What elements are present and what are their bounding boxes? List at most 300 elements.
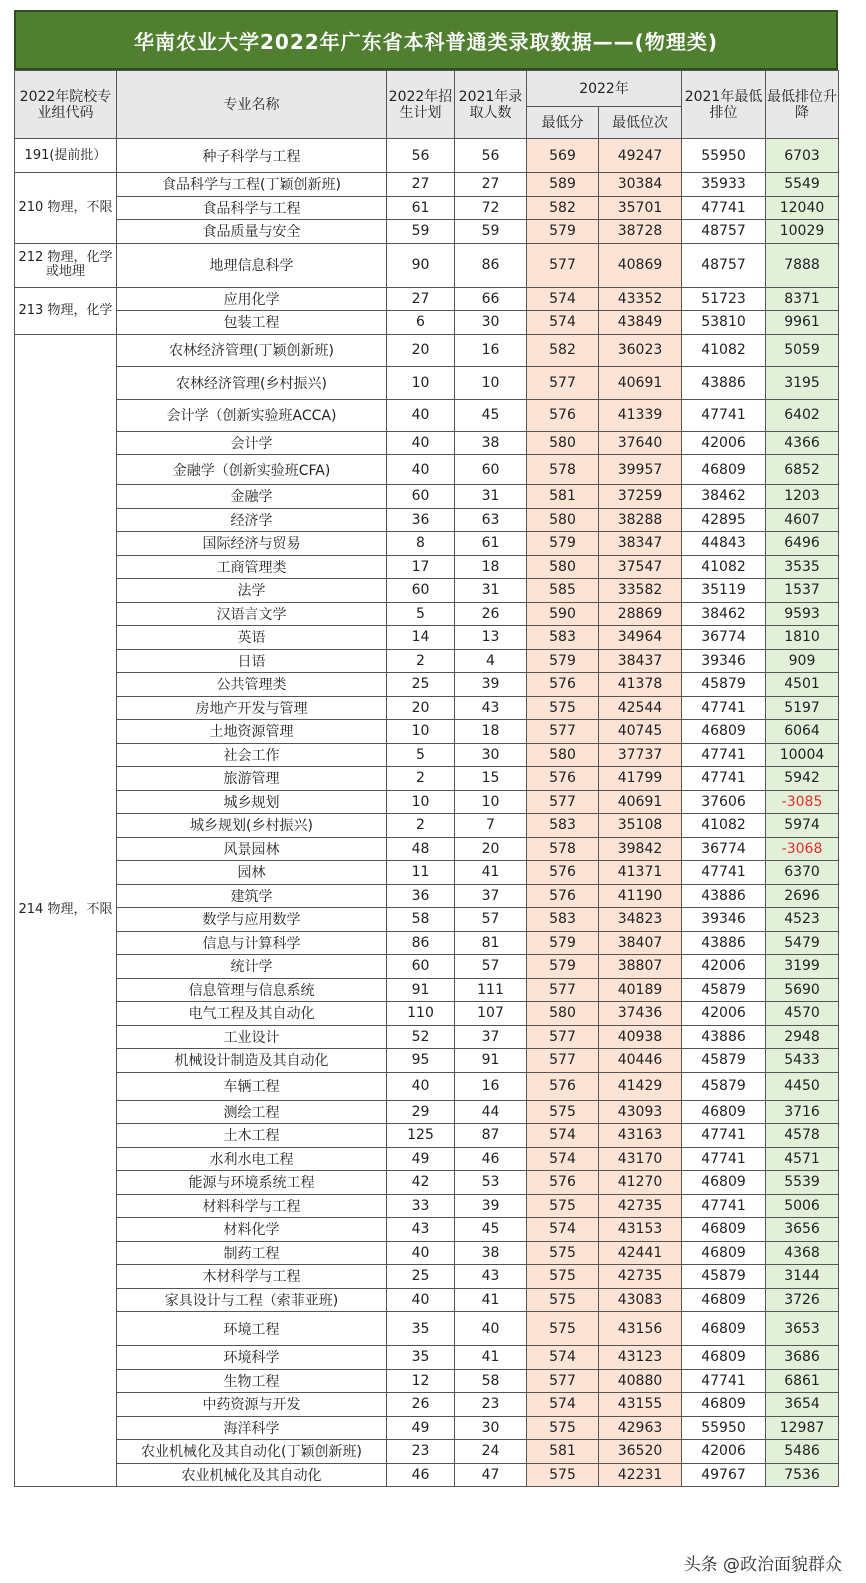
rank-2021-cell: 47741 bbox=[682, 399, 766, 431]
table-row bbox=[15, 139, 839, 173]
major-cell: 农林经济管理(丁颖创新班) bbox=[117, 334, 387, 366]
table-row bbox=[15, 579, 839, 603]
admitted-cell: 4 bbox=[455, 649, 527, 673]
admitted-cell: 26 bbox=[455, 602, 527, 626]
major-cell: 土木工程 bbox=[117, 1124, 387, 1148]
table-row bbox=[15, 1002, 839, 1026]
rank-change-cell: 4368 bbox=[766, 1241, 839, 1265]
table-row bbox=[15, 884, 839, 908]
rank-change-cell: 5690 bbox=[766, 978, 839, 1002]
major-cell: 环境工程 bbox=[117, 1312, 387, 1346]
major-cell: 木材科学与工程 bbox=[117, 1265, 387, 1289]
min-rank-cell: 34823 bbox=[599, 908, 682, 932]
min-score-cell: 576 bbox=[527, 1171, 599, 1195]
rank-change-cell: 4523 bbox=[766, 908, 839, 932]
rank-change-cell: 7888 bbox=[766, 243, 839, 287]
table-row bbox=[15, 814, 839, 838]
major-cell: 信息管理与信息系统 bbox=[117, 978, 387, 1002]
min-score-cell: 582 bbox=[527, 334, 599, 366]
table-row bbox=[15, 1194, 839, 1218]
rank-2021-cell: 51723 bbox=[682, 287, 766, 311]
rank-2021-cell: 42895 bbox=[682, 508, 766, 532]
rank-2021-cell: 35933 bbox=[682, 173, 766, 197]
rank-change-cell: 4450 bbox=[766, 1072, 839, 1100]
admitted-cell: 41 bbox=[455, 861, 527, 885]
min-score-cell: 580 bbox=[527, 555, 599, 579]
plan-cell: 25 bbox=[387, 1265, 455, 1289]
admitted-cell: 30 bbox=[455, 1416, 527, 1440]
min-score-cell: 569 bbox=[527, 139, 599, 173]
header-min-score: 最低分 bbox=[527, 107, 599, 139]
rank-2021-cell: 53810 bbox=[682, 311, 766, 335]
watermark: 头条 @政治面貌群众 bbox=[683, 1555, 842, 1575]
table-row bbox=[15, 837, 839, 861]
rank-2021-cell: 39346 bbox=[682, 649, 766, 673]
min-rank-cell: 43156 bbox=[599, 1312, 682, 1346]
min-score-cell: 577 bbox=[527, 366, 599, 399]
min-rank-cell: 40745 bbox=[599, 720, 682, 744]
plan-cell: 86 bbox=[387, 931, 455, 955]
rank-2021-cell: 46809 bbox=[682, 1218, 766, 1242]
table-row bbox=[15, 1171, 839, 1195]
header-rank-change: 最低排位升降 bbox=[766, 71, 839, 139]
major-cell: 统计学 bbox=[117, 955, 387, 979]
admitted-cell: 30 bbox=[455, 311, 527, 335]
plan-cell: 27 bbox=[387, 287, 455, 311]
min-score-cell: 579 bbox=[527, 532, 599, 556]
group-code-cell: 191(提前批） bbox=[15, 139, 117, 173]
min-rank-cell: 42735 bbox=[599, 1194, 682, 1218]
rank-change-cell: 3535 bbox=[766, 555, 839, 579]
rank-change-cell: -3085 bbox=[766, 790, 839, 814]
rank-change-cell: 3686 bbox=[766, 1346, 839, 1370]
table-row bbox=[15, 431, 839, 455]
major-cell: 制药工程 bbox=[117, 1241, 387, 1265]
rank-change-cell: 4501 bbox=[766, 673, 839, 697]
min-score-cell: 577 bbox=[527, 1049, 599, 1073]
rank-change-cell: 6402 bbox=[766, 399, 839, 431]
min-score-cell: 577 bbox=[527, 1369, 599, 1393]
admitted-cell: 72 bbox=[455, 196, 527, 220]
rank-2021-cell: 36774 bbox=[682, 837, 766, 861]
table-row bbox=[15, 602, 839, 626]
admitted-cell: 10 bbox=[455, 366, 527, 399]
table-row bbox=[15, 1346, 839, 1370]
min-rank-cell: 40189 bbox=[599, 978, 682, 1002]
major-cell: 中药资源与开发 bbox=[117, 1393, 387, 1417]
min-rank-cell: 38807 bbox=[599, 955, 682, 979]
admitted-cell: 57 bbox=[455, 908, 527, 932]
min-score-cell: 580 bbox=[527, 508, 599, 532]
rank-2021-cell: 46809 bbox=[682, 1288, 766, 1312]
min-rank-cell: 41339 bbox=[599, 399, 682, 431]
min-rank-cell: 40880 bbox=[599, 1369, 682, 1393]
rank-change-cell: 7536 bbox=[766, 1463, 839, 1487]
min-score-cell: 577 bbox=[527, 243, 599, 287]
plan-cell: 35 bbox=[387, 1346, 455, 1370]
min-rank-cell: 43153 bbox=[599, 1218, 682, 1242]
min-score-cell: 575 bbox=[527, 1416, 599, 1440]
rank-2021-cell: 47741 bbox=[682, 861, 766, 885]
plan-cell: 20 bbox=[387, 696, 455, 720]
rank-2021-cell: 46809 bbox=[682, 455, 766, 485]
admitted-cell: 46 bbox=[455, 1147, 527, 1171]
plan-cell: 2 bbox=[387, 767, 455, 791]
admitted-cell: 31 bbox=[455, 485, 527, 509]
admitted-cell: 18 bbox=[455, 555, 527, 579]
table-row bbox=[15, 196, 839, 220]
rank-change-cell: 9961 bbox=[766, 311, 839, 335]
rank-change-cell: 5433 bbox=[766, 1049, 839, 1073]
admitted-cell: 38 bbox=[455, 1241, 527, 1265]
min-score-cell: 575 bbox=[527, 696, 599, 720]
major-cell: 城乡规划 bbox=[117, 790, 387, 814]
min-rank-cell: 41799 bbox=[599, 767, 682, 791]
rank-change-cell: 5486 bbox=[766, 1440, 839, 1464]
major-cell: 地理信息科学 bbox=[117, 243, 387, 287]
rank-2021-cell: 45879 bbox=[682, 1265, 766, 1289]
table-row bbox=[15, 1072, 839, 1100]
min-rank-cell: 37259 bbox=[599, 485, 682, 509]
min-score-cell: 579 bbox=[527, 955, 599, 979]
min-score-cell: 575 bbox=[527, 1265, 599, 1289]
plan-cell: 90 bbox=[387, 243, 455, 287]
admitted-cell: 41 bbox=[455, 1346, 527, 1370]
plan-cell: 12 bbox=[387, 1369, 455, 1393]
table-row bbox=[15, 1312, 839, 1346]
rank-change-cell: 4578 bbox=[766, 1124, 839, 1148]
plan-cell: 6 bbox=[387, 311, 455, 335]
plan-cell: 40 bbox=[387, 455, 455, 485]
plan-cell: 60 bbox=[387, 579, 455, 603]
table-row bbox=[15, 673, 839, 697]
rank-change-cell: 4366 bbox=[766, 431, 839, 455]
plan-cell: 125 bbox=[387, 1124, 455, 1148]
rank-change-cell: 5942 bbox=[766, 767, 839, 791]
major-cell: 金融学（创新实验班CFA) bbox=[117, 455, 387, 485]
rank-2021-cell: 46809 bbox=[682, 1346, 766, 1370]
rank-2021-cell: 46809 bbox=[682, 1100, 766, 1124]
rank-change-cell: 5197 bbox=[766, 696, 839, 720]
rank-2021-cell: 55950 bbox=[682, 139, 766, 173]
rank-change-cell: 4571 bbox=[766, 1147, 839, 1171]
table-row bbox=[15, 1049, 839, 1073]
min-rank-cell: 43155 bbox=[599, 1393, 682, 1417]
rank-change-cell: 12040 bbox=[766, 196, 839, 220]
admitted-cell: 111 bbox=[455, 978, 527, 1002]
admitted-cell: 44 bbox=[455, 1100, 527, 1124]
rank-change-cell: 5549 bbox=[766, 173, 839, 197]
admitted-cell: 63 bbox=[455, 508, 527, 532]
header-admitted-2021: 2021年录取人数 bbox=[455, 71, 527, 139]
major-cell: 日语 bbox=[117, 649, 387, 673]
min-rank-cell: 37640 bbox=[599, 431, 682, 455]
min-score-cell: 574 bbox=[527, 1393, 599, 1417]
rank-2021-cell: 47741 bbox=[682, 743, 766, 767]
min-rank-cell: 43123 bbox=[599, 1346, 682, 1370]
admitted-cell: 58 bbox=[455, 1369, 527, 1393]
rank-2021-cell: 45879 bbox=[682, 673, 766, 697]
table-row bbox=[15, 508, 839, 532]
plan-cell: 52 bbox=[387, 1025, 455, 1049]
major-cell: 公共管理类 bbox=[117, 673, 387, 697]
min-rank-cell: 41371 bbox=[599, 861, 682, 885]
major-cell: 材料化学 bbox=[117, 1218, 387, 1242]
min-rank-cell: 35108 bbox=[599, 814, 682, 838]
min-score-cell: 576 bbox=[527, 884, 599, 908]
plan-cell: 36 bbox=[387, 508, 455, 532]
rank-2021-cell: 45879 bbox=[682, 1072, 766, 1100]
min-rank-cell: 38347 bbox=[599, 532, 682, 556]
admitted-cell: 7 bbox=[455, 814, 527, 838]
min-score-cell: 589 bbox=[527, 173, 599, 197]
min-rank-cell: 28869 bbox=[599, 602, 682, 626]
min-rank-cell: 42735 bbox=[599, 1265, 682, 1289]
table-row bbox=[15, 455, 839, 485]
plan-cell: 33 bbox=[387, 1194, 455, 1218]
min-rank-cell: 39842 bbox=[599, 837, 682, 861]
major-cell: 土地资源管理 bbox=[117, 720, 387, 744]
table-row bbox=[15, 555, 839, 579]
plan-cell: 60 bbox=[387, 485, 455, 509]
plan-cell: 40 bbox=[387, 1288, 455, 1312]
min-score-cell: 590 bbox=[527, 602, 599, 626]
min-rank-cell: 36023 bbox=[599, 334, 682, 366]
group-code-cell: 214 物理，不限 bbox=[15, 334, 117, 1487]
plan-cell: 48 bbox=[387, 837, 455, 861]
rank-change-cell: 6496 bbox=[766, 532, 839, 556]
admitted-cell: 39 bbox=[455, 673, 527, 697]
rank-2021-cell: 43886 bbox=[682, 884, 766, 908]
rank-2021-cell: 45879 bbox=[682, 978, 766, 1002]
plan-cell: 35 bbox=[387, 1312, 455, 1346]
rank-change-cell: 5059 bbox=[766, 334, 839, 366]
major-cell: 电气工程及其自动化 bbox=[117, 1002, 387, 1026]
plan-cell: 26 bbox=[387, 1393, 455, 1417]
rank-2021-cell: 48757 bbox=[682, 220, 766, 244]
min-score-cell: 579 bbox=[527, 220, 599, 244]
plan-cell: 10 bbox=[387, 366, 455, 399]
rank-change-cell: 6064 bbox=[766, 720, 839, 744]
table-row bbox=[15, 1124, 839, 1148]
plan-cell: 58 bbox=[387, 908, 455, 932]
min-score-cell: 582 bbox=[527, 196, 599, 220]
min-score-cell: 583 bbox=[527, 908, 599, 932]
major-cell: 数学与应用数学 bbox=[117, 908, 387, 932]
plan-cell: 49 bbox=[387, 1147, 455, 1171]
rank-change-cell: 3716 bbox=[766, 1100, 839, 1124]
min-rank-cell: 38728 bbox=[599, 220, 682, 244]
major-cell: 测绘工程 bbox=[117, 1100, 387, 1124]
rank-2021-cell: 42006 bbox=[682, 1002, 766, 1026]
rank-2021-cell: 38462 bbox=[682, 602, 766, 626]
table-row bbox=[15, 1288, 839, 1312]
rank-2021-cell: 47741 bbox=[682, 1124, 766, 1148]
min-rank-cell: 41378 bbox=[599, 673, 682, 697]
min-score-cell: 583 bbox=[527, 814, 599, 838]
plan-cell: 49 bbox=[387, 1416, 455, 1440]
admitted-cell: 57 bbox=[455, 955, 527, 979]
major-cell: 汉语言文学 bbox=[117, 602, 387, 626]
admitted-cell: 41 bbox=[455, 1288, 527, 1312]
table-row bbox=[15, 485, 839, 509]
rank-change-cell: 5539 bbox=[766, 1171, 839, 1195]
min-rank-cell: 41190 bbox=[599, 884, 682, 908]
min-rank-cell: 30384 bbox=[599, 173, 682, 197]
table-row bbox=[15, 366, 839, 399]
major-cell: 材料科学与工程 bbox=[117, 1194, 387, 1218]
plan-cell: 5 bbox=[387, 602, 455, 626]
table-row bbox=[15, 743, 839, 767]
min-score-cell: 574 bbox=[527, 287, 599, 311]
min-rank-cell: 43163 bbox=[599, 1124, 682, 1148]
header-major: 专业名称 bbox=[117, 71, 387, 139]
rank-change-cell: 909 bbox=[766, 649, 839, 673]
min-score-cell: 574 bbox=[527, 1346, 599, 1370]
major-cell: 水利水电工程 bbox=[117, 1147, 387, 1171]
admitted-cell: 40 bbox=[455, 1312, 527, 1346]
min-score-cell: 576 bbox=[527, 399, 599, 431]
table-row bbox=[15, 908, 839, 932]
table-row bbox=[15, 1147, 839, 1171]
min-score-cell: 575 bbox=[527, 1100, 599, 1124]
admitted-cell: 27 bbox=[455, 173, 527, 197]
admitted-cell: 86 bbox=[455, 243, 527, 287]
rank-2021-cell: 45879 bbox=[682, 1049, 766, 1073]
rank-2021-cell: 49767 bbox=[682, 1463, 766, 1487]
rank-2021-cell: 42006 bbox=[682, 1440, 766, 1464]
table-row bbox=[15, 1241, 839, 1265]
min-rank-cell: 37547 bbox=[599, 555, 682, 579]
admitted-cell: 18 bbox=[455, 720, 527, 744]
major-cell: 旅游管理 bbox=[117, 767, 387, 791]
rank-change-cell: 4570 bbox=[766, 1002, 839, 1026]
major-cell: 生物工程 bbox=[117, 1369, 387, 1393]
plan-cell: 91 bbox=[387, 978, 455, 1002]
major-cell: 法学 bbox=[117, 579, 387, 603]
admitted-cell: 53 bbox=[455, 1171, 527, 1195]
table-row bbox=[15, 767, 839, 791]
rank-2021-cell: 39346 bbox=[682, 908, 766, 932]
rank-2021-cell: 55950 bbox=[682, 1416, 766, 1440]
min-score-cell: 581 bbox=[527, 1440, 599, 1464]
plan-cell: 40 bbox=[387, 431, 455, 455]
rank-change-cell: 12987 bbox=[766, 1416, 839, 1440]
plan-cell: 2 bbox=[387, 814, 455, 838]
min-score-cell: 574 bbox=[527, 1218, 599, 1242]
rank-2021-cell: 44843 bbox=[682, 532, 766, 556]
plan-cell: 42 bbox=[387, 1171, 455, 1195]
table-row bbox=[15, 696, 839, 720]
rank-2021-cell: 43886 bbox=[682, 366, 766, 399]
table-row bbox=[15, 955, 839, 979]
plan-cell: 10 bbox=[387, 720, 455, 744]
admitted-cell: 66 bbox=[455, 287, 527, 311]
rank-2021-cell: 46809 bbox=[682, 1241, 766, 1265]
major-cell: 工业设计 bbox=[117, 1025, 387, 1049]
plan-cell: 40 bbox=[387, 1241, 455, 1265]
major-cell: 经济学 bbox=[117, 508, 387, 532]
rank-2021-cell: 42006 bbox=[682, 431, 766, 455]
admitted-cell: 37 bbox=[455, 884, 527, 908]
admitted-cell: 16 bbox=[455, 1072, 527, 1100]
major-cell: 信息与计算科学 bbox=[117, 931, 387, 955]
admitted-cell: 61 bbox=[455, 532, 527, 556]
admission-table bbox=[14, 70, 839, 1487]
rank-2021-cell: 43886 bbox=[682, 931, 766, 955]
min-rank-cell: 43083 bbox=[599, 1288, 682, 1312]
plan-cell: 11 bbox=[387, 861, 455, 885]
rank-2021-cell: 47741 bbox=[682, 196, 766, 220]
min-rank-cell: 41270 bbox=[599, 1171, 682, 1195]
rank-2021-cell: 46809 bbox=[682, 1393, 766, 1417]
plan-cell: 29 bbox=[387, 1100, 455, 1124]
header-group-code: 2022年院校专业组代码 bbox=[15, 71, 117, 139]
major-cell: 能源与环境系统工程 bbox=[117, 1171, 387, 1195]
min-rank-cell: 40446 bbox=[599, 1049, 682, 1073]
plan-cell: 46 bbox=[387, 1463, 455, 1487]
table-row bbox=[15, 649, 839, 673]
rank-change-cell: 2948 bbox=[766, 1025, 839, 1049]
min-score-cell: 576 bbox=[527, 673, 599, 697]
table-row bbox=[15, 311, 839, 335]
table-row bbox=[15, 1416, 839, 1440]
admitted-cell: 20 bbox=[455, 837, 527, 861]
admitted-cell: 43 bbox=[455, 1265, 527, 1289]
table-row bbox=[15, 532, 839, 556]
min-score-cell: 577 bbox=[527, 978, 599, 1002]
plan-cell: 2 bbox=[387, 649, 455, 673]
rank-change-cell: 1810 bbox=[766, 626, 839, 650]
plan-cell: 23 bbox=[387, 1440, 455, 1464]
rank-change-cell: 5974 bbox=[766, 814, 839, 838]
rank-2021-cell: 47741 bbox=[682, 1194, 766, 1218]
min-score-cell: 574 bbox=[527, 1147, 599, 1171]
table-row bbox=[15, 1265, 839, 1289]
major-cell: 环境科学 bbox=[117, 1346, 387, 1370]
major-cell: 食品科学与工程(丁颖创新班) bbox=[117, 173, 387, 197]
rank-change-cell: 3654 bbox=[766, 1393, 839, 1417]
rank-change-cell: 3144 bbox=[766, 1265, 839, 1289]
table-row bbox=[15, 931, 839, 955]
rank-2021-cell: 41082 bbox=[682, 814, 766, 838]
rank-2021-cell: 46809 bbox=[682, 1312, 766, 1346]
min-rank-cell: 42544 bbox=[599, 696, 682, 720]
rank-2021-cell: 41082 bbox=[682, 555, 766, 579]
table-row bbox=[15, 1100, 839, 1124]
table-row bbox=[15, 1369, 839, 1393]
min-score-cell: 574 bbox=[527, 311, 599, 335]
min-rank-cell: 36520 bbox=[599, 1440, 682, 1464]
admitted-cell: 39 bbox=[455, 1194, 527, 1218]
min-score-cell: 583 bbox=[527, 626, 599, 650]
min-score-cell: 575 bbox=[527, 1288, 599, 1312]
rank-change-cell: 6852 bbox=[766, 455, 839, 485]
rank-2021-cell: 47741 bbox=[682, 1147, 766, 1171]
min-score-cell: 580 bbox=[527, 743, 599, 767]
min-score-cell: 575 bbox=[527, 1312, 599, 1346]
min-rank-cell: 42441 bbox=[599, 1241, 682, 1265]
admitted-cell: 81 bbox=[455, 931, 527, 955]
rank-2021-cell: 43886 bbox=[682, 1025, 766, 1049]
rank-change-cell: 10029 bbox=[766, 220, 839, 244]
group-code-cell: 210 物理，不限 bbox=[15, 173, 117, 244]
plan-cell: 27 bbox=[387, 173, 455, 197]
rank-change-cell: 3195 bbox=[766, 366, 839, 399]
rank-2021-cell: 38462 bbox=[682, 485, 766, 509]
major-cell: 车辆工程 bbox=[117, 1072, 387, 1100]
rank-change-cell: 1537 bbox=[766, 579, 839, 603]
